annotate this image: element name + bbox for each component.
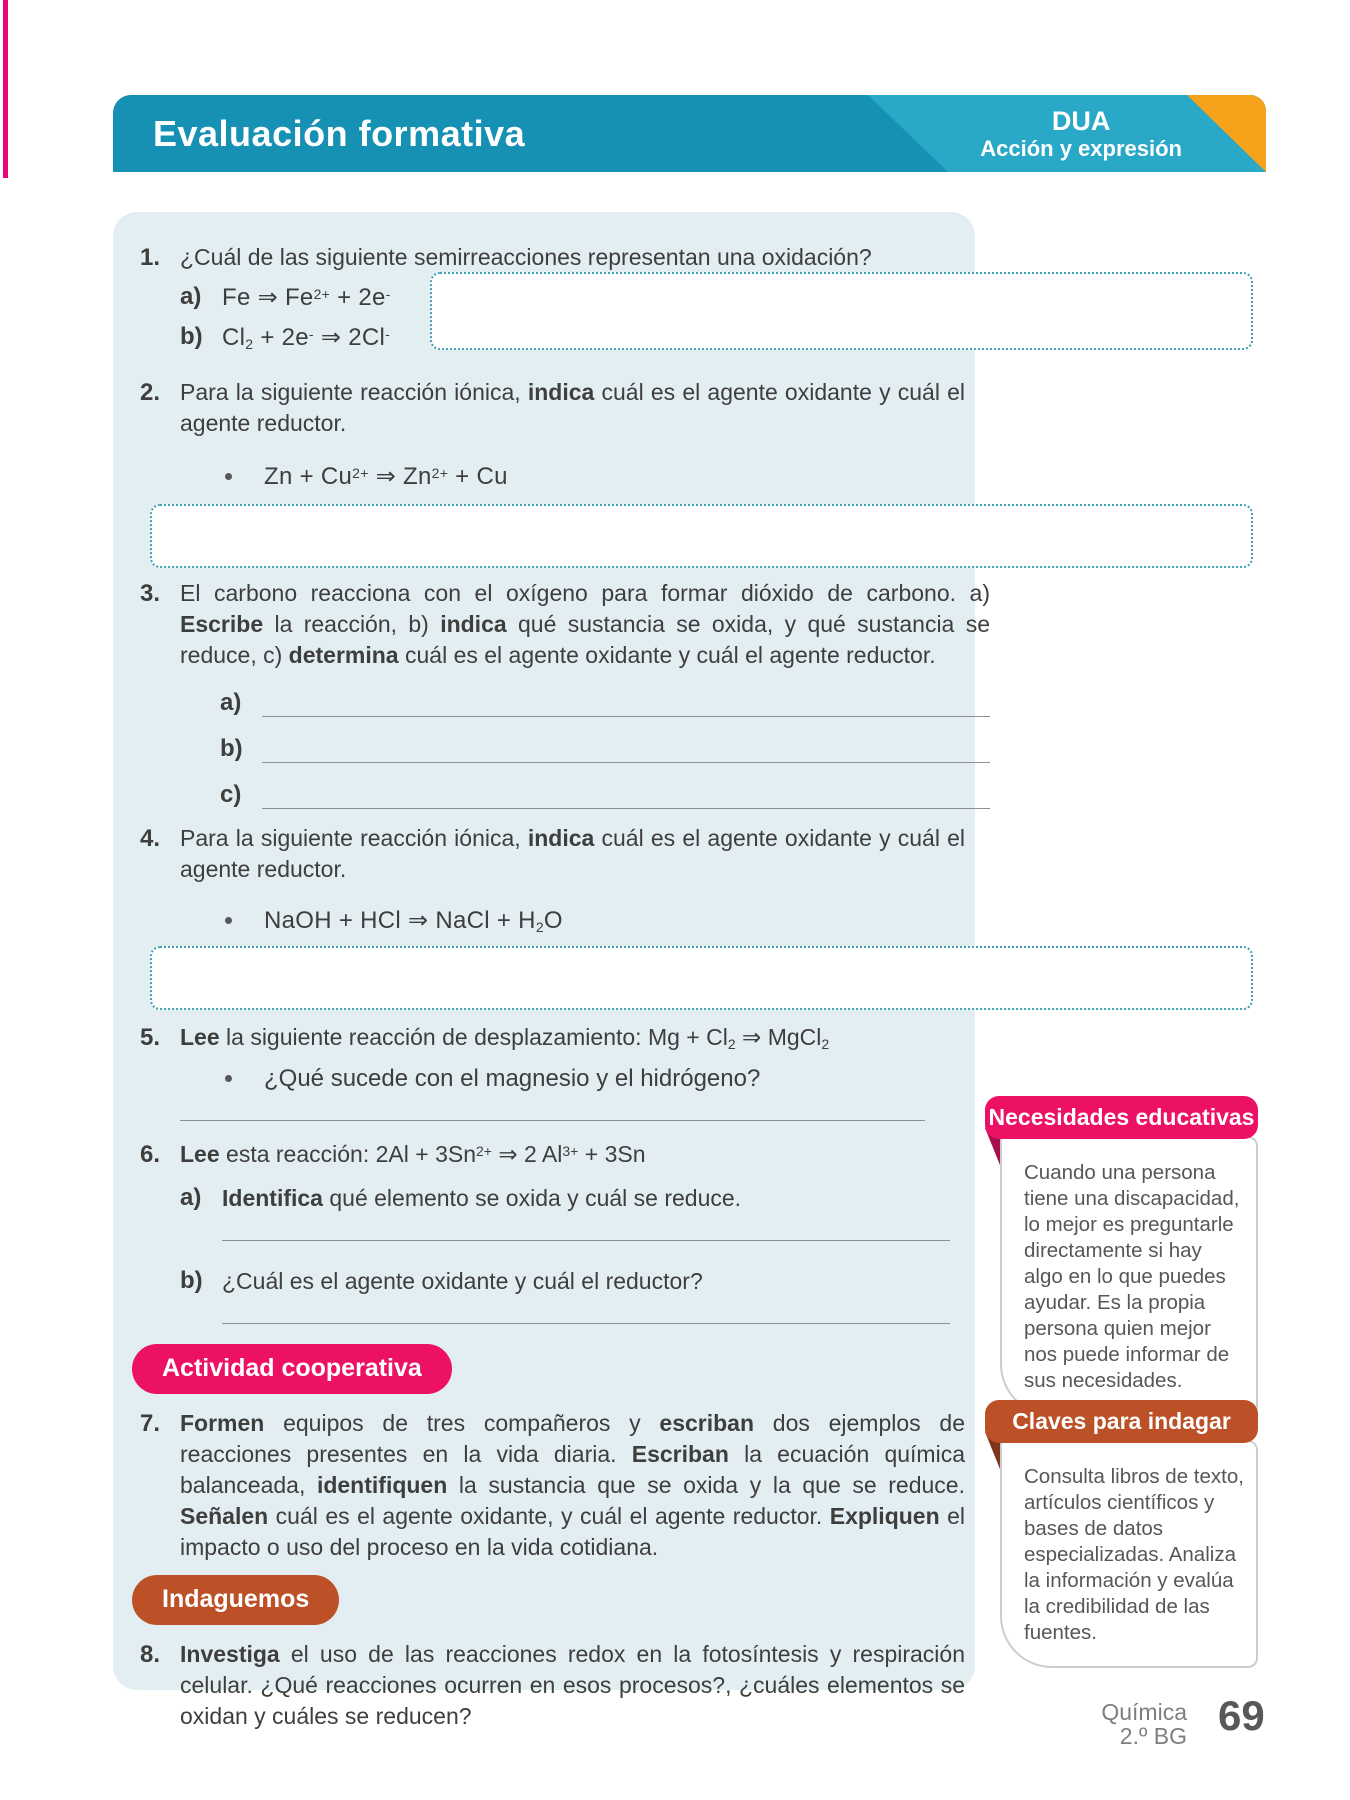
- subquestion-b: [180, 1261, 965, 1301]
- question-text: Lee esta reacción: $2Al + 3Sn^{2+}$ ⇒ 2 $Al^{3+} + 3Sn$: [180, 1141, 646, 1167]
- sidebar-note-text: Consulta libros de texto, artículos científicos y bases de datos especializadas. Analiza la información y evalúa la credibilidad de las fuentes.: [1024, 1465, 1244, 1644]
- page-number: 69: [1218, 1692, 1265, 1739]
- answer-label: a): [220, 689, 242, 716]
- footer-subject: Química: [1101, 1699, 1187, 1725]
- question-8: [140, 1639, 965, 1732]
- sidebar-note-title: Necesidades educativas: [985, 1096, 1258, 1139]
- left-accent-bar: [3, 0, 8, 178]
- footer-course: [1101, 1700, 1187, 1748]
- chemical-equation: $Zn + Cu^{2+}$ ⇒ $Zn^{2+} + Cu$: [264, 463, 508, 490]
- question-number: 4.: [140, 825, 161, 852]
- footer-grade: 2.º BG: [1119, 1723, 1187, 1749]
- answer-row-c: [220, 779, 990, 809]
- question-number: 5.: [140, 1024, 161, 1051]
- subquestion-a: [180, 1178, 965, 1218]
- option-label: b): [180, 323, 203, 350]
- answer-label: c): [220, 781, 242, 808]
- question-number: 2.: [140, 379, 161, 406]
- bullet-row: [225, 461, 965, 492]
- answer-row-b: [220, 733, 990, 763]
- sidebar-note-body-bubble: [1000, 1136, 1258, 1416]
- question-2: [140, 377, 965, 492]
- answer-line[interactable]: [180, 1120, 925, 1121]
- bullet-row: [225, 1063, 965, 1094]
- question-number: 1.: [140, 244, 161, 271]
- answer-line[interactable]: [222, 1323, 950, 1324]
- option-label: b): [180, 1267, 203, 1294]
- answer-line[interactable]: [222, 1240, 950, 1241]
- exercise-panel: [113, 212, 990, 1729]
- answer-box[interactable]: [150, 504, 1253, 568]
- sidebar-note-title: Claves para indagar: [985, 1400, 1258, 1443]
- bullet-icon: [225, 1075, 232, 1082]
- question-number: 6.: [140, 1141, 161, 1168]
- bullet-icon: [225, 473, 232, 480]
- dua-badge: [980, 106, 1182, 161]
- bullet-row: [225, 905, 965, 936]
- question-number: 3.: [140, 580, 161, 607]
- chemical-equation: $Cl_2 + 2e^-$ ⇒ 2Cl-: [222, 323, 391, 352]
- answer-row-a: [220, 687, 990, 717]
- sidebar-note-body-bubble: [1000, 1440, 1258, 1668]
- chemical-equation: NaOH + HCl ⇒ NaCl + $H_2O$: [264, 907, 563, 935]
- question-text: Lee la siguiente reacción de desplazamiento: $Mg + Cl_2$ ⇒ MgCl$_2$: [180, 1024, 830, 1052]
- question-6: [140, 1139, 965, 1324]
- header-banner: [113, 95, 1266, 172]
- answer-box[interactable]: [150, 946, 1253, 1010]
- bullet-icon: [225, 917, 232, 924]
- question-text: ¿Cuál de las siguiente semirreacciones representan una oxidación?: [180, 244, 872, 270]
- dua-subtitle: Acción y expresión: [980, 136, 1182, 161]
- subquestion-text: ¿Cuál es el agente oxidante y cuál el reductor?: [222, 1267, 703, 1294]
- question-number: 8.: [140, 1641, 161, 1668]
- bullet-question: ¿Qué sucede con el magnesio y el hidrógeno?: [264, 1064, 761, 1092]
- question-text: Para la siguiente reacción iónica, indica cuál es el agente oxidante y cuál el agente reductor.: [180, 379, 966, 436]
- question-4: [140, 823, 965, 936]
- option-label: a): [180, 283, 202, 310]
- question-text: Para la siguiente reacción iónica, indica cuál es el agente oxidante y cuál el agente reductor.: [180, 825, 966, 882]
- question-text: Formen equipos de tres compañeros y escriban dos ejemplos de reacciones presentes en la vida diaria. Escriban la ecuación química balanceada, identifiquen la sustancia que se oxida y la que se reduce. Señalen cuál es el agente oxidante, y cuál el agente reductor. Expliquen el impacto o uso del proceso en la vida cotidiana.: [180, 1410, 965, 1560]
- question-7: [140, 1408, 965, 1563]
- option-label: a): [180, 1184, 202, 1211]
- question-text: El carbono reacciona con el oxígeno para formar dióxido de carbono. a) Escribe la reacción, b) indica qué sustancia se oxida, y qué sustancia se reduce, c) determina cuál es el agente oxidante y cuál el agente reductor.: [180, 580, 990, 668]
- chemical-equation: Fe ⇒ $Fe^{2+} + 2e^-$: [222, 283, 391, 311]
- answer-line[interactable]: [262, 737, 990, 763]
- question-text: Investiga el uso de las reacciones redox en la fotosíntesis y respiración celular. ¿Qué reacciones ocurren en esos procesos?, ¿cuáles elementos se oxidan y cuáles se reducen?: [180, 1641, 965, 1729]
- question-5: [140, 1022, 965, 1121]
- dua-label: DUA: [1051, 106, 1111, 136]
- subquestion-text: Identifica qué elemento se oxida y cuál se reduce.: [222, 1184, 742, 1211]
- inquiry-badge: Indaguemos: [132, 1575, 339, 1625]
- page-title: Evaluación formativa: [153, 112, 526, 154]
- answer-line[interactable]: [262, 691, 990, 717]
- activity-badge: Actividad cooperativa: [132, 1344, 452, 1394]
- answer-label: b): [220, 735, 243, 762]
- answer-box[interactable]: [430, 272, 1253, 350]
- question-1: [140, 242, 965, 357]
- question-number: 7.: [140, 1410, 161, 1437]
- sidebar-note-text: Cuando una persona tiene una discapacidad, lo mejor es preguntarle directamente si hay algo en lo que puedes ayudar. Es la propia persona quien mejor nos puede informar de sus necesidades.: [1024, 1161, 1240, 1392]
- question-3: [140, 578, 990, 809]
- answer-line[interactable]: [262, 783, 990, 809]
